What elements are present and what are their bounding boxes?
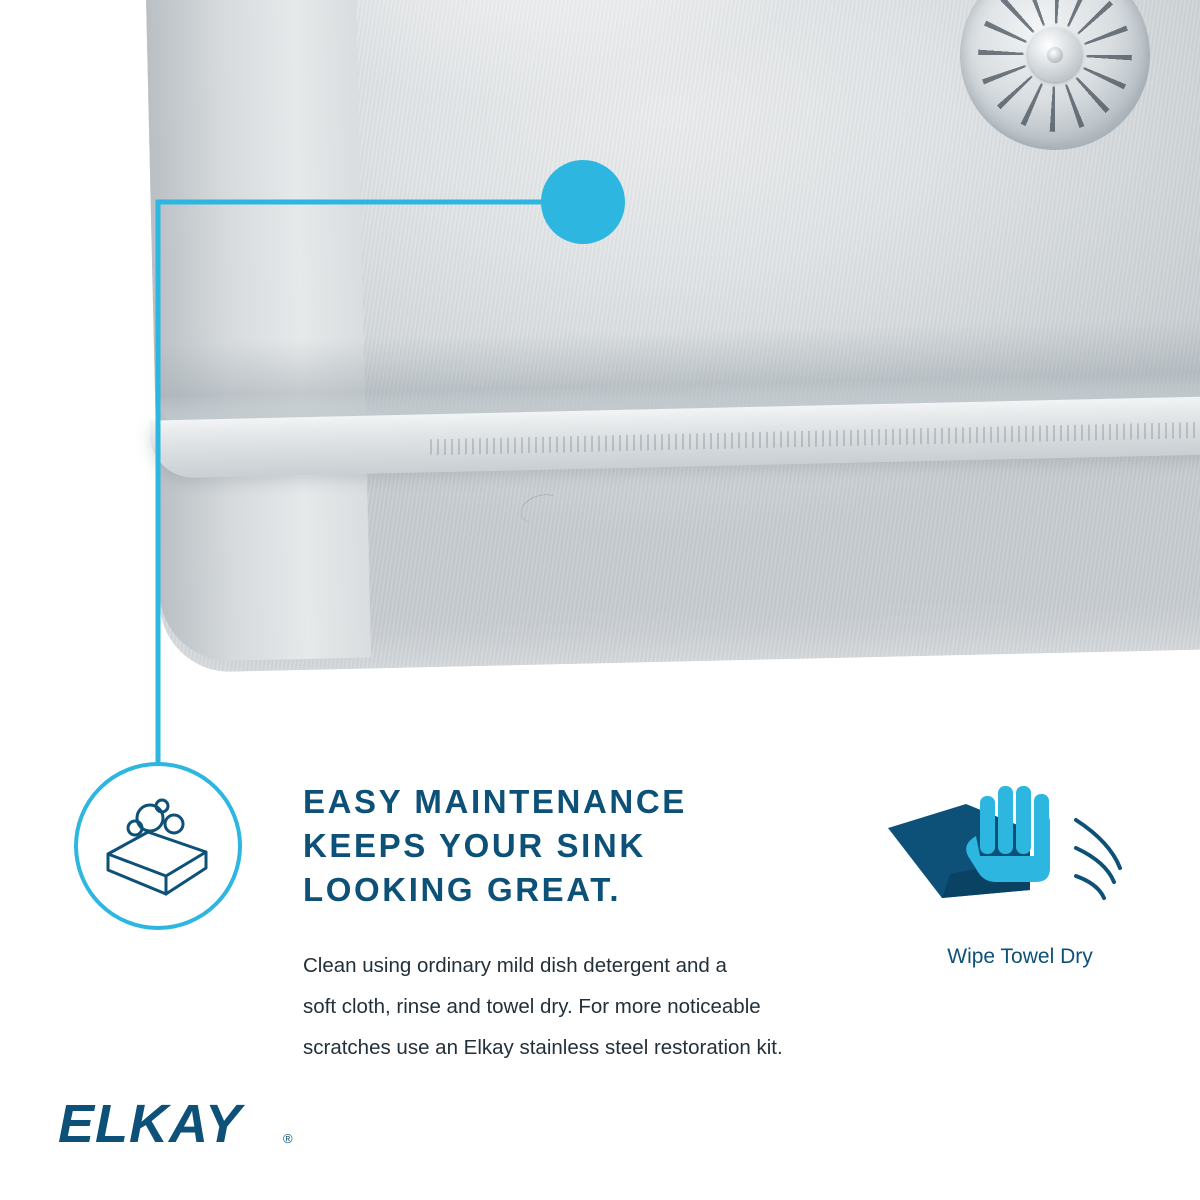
sink-left-wall: [139, 0, 371, 662]
hand-wiping-towel-icon: [880, 778, 1160, 928]
sponge-with-suds-icon: [78, 766, 238, 926]
body-line-3: scratches use an Elkay stainless steel restoration kit.: [303, 1036, 783, 1059]
elkay-wordmark: ELKAY: [58, 1098, 243, 1152]
body-line-2: soft cloth, rinse and towel dry. For more noticeable: [303, 995, 761, 1018]
heading-line-2: KEEPS YOUR SINK: [303, 827, 646, 864]
body-line-1: Clean using ordinary mild dish detergent and a: [303, 954, 727, 977]
heading-line-3: LOOKING GREAT.: [303, 871, 622, 908]
sponge-icon-badge: [74, 762, 242, 930]
wipe-caption: Wipe Towel Dry: [947, 945, 1093, 968]
registered-mark: ®: [283, 1131, 293, 1146]
section-heading: [303, 780, 943, 912]
drain-hub: [1028, 28, 1082, 82]
wipe-towel-dry-block: [880, 778, 1160, 969]
section-body-text: [303, 945, 903, 1068]
heading-line-1: EASY MAINTENANCE: [303, 783, 687, 820]
elkay-logo: [58, 1098, 318, 1152]
